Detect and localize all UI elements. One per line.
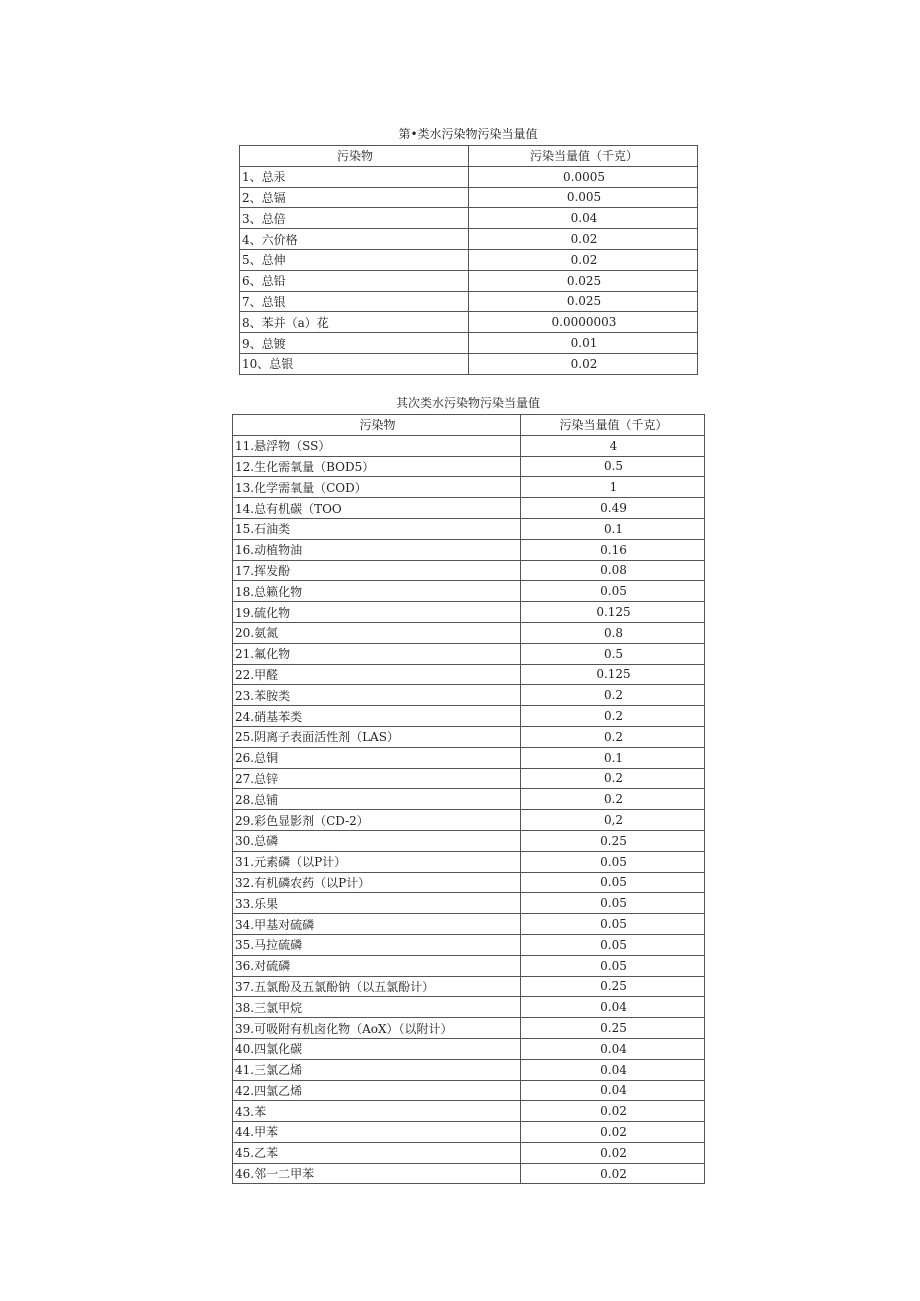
- pollutant-name-cell: 30.总磷: [233, 830, 521, 851]
- table-row: [233, 726, 705, 747]
- table-row: [233, 602, 705, 623]
- equivalent-value-cell: 0.16: [521, 539, 705, 560]
- table-row: [233, 435, 705, 456]
- pollutant-name-cell: 40.四氯化碳: [233, 1038, 521, 1059]
- pollutant-name-cell: 41.三氯乙烯: [233, 1059, 521, 1080]
- equivalent-value-cell: 0.25: [521, 830, 705, 851]
- equivalent-value-cell: 0.2: [521, 726, 705, 747]
- table-row: [233, 997, 705, 1018]
- equivalent-value-cell: 0.04: [521, 997, 705, 1018]
- equivalent-value-cell: 0.04: [521, 1059, 705, 1080]
- table-row: [240, 249, 698, 270]
- equivalent-value-cell: 0.5: [521, 643, 705, 664]
- table-header-row: [240, 146, 698, 167]
- equivalent-value-cell: 0.02: [521, 1101, 705, 1122]
- pollutant-name-cell: 36.对硫磷: [233, 955, 521, 976]
- table-row: [233, 872, 705, 893]
- equivalent-value-cell: 0.01: [469, 333, 698, 354]
- pollutant-name-cell: 9、总镀: [240, 333, 469, 354]
- pollutant-name-cell: 42.四氯乙烯: [233, 1080, 521, 1101]
- pollutant-name-cell: 17.挥发酚: [233, 560, 521, 581]
- equivalent-value-cell: 0.1: [521, 518, 705, 539]
- pollutant-name-cell: 6、总铅: [240, 270, 469, 291]
- table-row: [233, 498, 705, 519]
- pollutant-name-cell: 16.动植物油: [233, 539, 521, 560]
- pollutant-name-cell: 11.悬浮物（SS）: [233, 435, 521, 456]
- table-row: [233, 789, 705, 810]
- table-row: [240, 229, 698, 250]
- pollutant-name-cell: 44.甲苯: [233, 1122, 521, 1143]
- table-row: [233, 1038, 705, 1059]
- pollutant-name-cell: 4、六价格: [240, 229, 469, 250]
- table-row: [233, 518, 705, 539]
- pollutant-name-cell: 26.总铜: [233, 747, 521, 768]
- equivalent-value-cell: 1: [521, 477, 705, 498]
- equivalent-value-cell: 0.8: [521, 622, 705, 643]
- equivalent-value-cell: 0.5: [521, 456, 705, 477]
- pollutant-name-cell: 31.元素磷（以P计）: [233, 851, 521, 872]
- column-header-pollutant: 污染物: [233, 415, 521, 436]
- pollutant-name-cell: 5、总伸: [240, 249, 469, 270]
- equivalent-value-cell: 0.02: [521, 1142, 705, 1163]
- table-row: [233, 955, 705, 976]
- pollutant-name-cell: 43.苯: [233, 1101, 521, 1122]
- pollutant-name-cell: 46.邻一二甲苯: [233, 1163, 521, 1184]
- equivalent-value-cell: 0.005: [469, 187, 698, 208]
- pollutant-name-cell: 35.马拉硫磷: [233, 934, 521, 955]
- equivalent-value-cell: 0.02: [469, 249, 698, 270]
- table-row: [233, 1142, 705, 1163]
- equivalent-value-cell: 0.2: [521, 768, 705, 789]
- table-row: [240, 166, 698, 187]
- table-row: [233, 830, 705, 851]
- equivalent-value-cell: 0.0000003: [469, 312, 698, 333]
- table-row: [240, 312, 698, 333]
- equivalent-value-cell: 0.05: [521, 581, 705, 602]
- equivalent-value-cell: 0.04: [521, 1080, 705, 1101]
- equivalent-value-cell: 0.125: [521, 664, 705, 685]
- pollutant-name-cell: 10、总银: [240, 353, 469, 374]
- pollutant-name-cell: 28.总铺: [233, 789, 521, 810]
- table-row: [233, 706, 705, 727]
- pollutant-name-cell: 3、总倍: [240, 208, 469, 229]
- equivalent-value-cell: 0,2: [521, 810, 705, 831]
- pollutant-equivalent-table-class2: [232, 414, 705, 1184]
- table2-caption: 其次类水污染物污染当量值: [395, 396, 540, 410]
- table1-caption: 第•类水污染物污染当量值: [398, 127, 538, 141]
- column-header-pollutant: 污染物: [240, 146, 469, 167]
- pollutant-name-cell: 29.彩色显影剂（CD-2）: [233, 810, 521, 831]
- equivalent-value-cell: 0.2: [521, 789, 705, 810]
- pollutant-name-cell: 7、总银: [240, 291, 469, 312]
- table-row: [240, 208, 698, 229]
- pollutant-name-cell: 32.有机磷农药（以P计）: [233, 872, 521, 893]
- table-row: [233, 477, 705, 498]
- equivalent-value-cell: 0.05: [521, 955, 705, 976]
- table-row: [233, 976, 705, 997]
- table-row: [233, 581, 705, 602]
- equivalent-value-cell: 0.04: [469, 208, 698, 229]
- pollutant-name-cell: 2、总镉: [240, 187, 469, 208]
- equivalent-value-cell: 0.08: [521, 560, 705, 581]
- table-row: [233, 664, 705, 685]
- pollutant-name-cell: 37.五氯酚及五氯酚钠（以五氯酚计）: [233, 976, 521, 997]
- equivalent-value-cell: 0.49: [521, 498, 705, 519]
- table-row: [233, 685, 705, 706]
- equivalent-value-cell: 4: [521, 435, 705, 456]
- pollutant-name-cell: 22.甲醛: [233, 664, 521, 685]
- equivalent-value-cell: 0.02: [469, 353, 698, 374]
- pollutant-name-cell: 45.乙苯: [233, 1142, 521, 1163]
- equivalent-value-cell: 0.05: [521, 893, 705, 914]
- equivalent-value-cell: 0.125: [521, 602, 705, 623]
- pollutant-name-cell: 19.硫化物: [233, 602, 521, 623]
- pollutant-name-cell: 13.化学需氧量（COD）: [233, 477, 521, 498]
- pollutant-name-cell: 33.乐果: [233, 893, 521, 914]
- equivalent-value-cell: 0.25: [521, 976, 705, 997]
- table-row: [233, 1059, 705, 1080]
- pollutant-equivalent-table-class1: [239, 145, 698, 375]
- table-row: [233, 1122, 705, 1143]
- pollutant-name-cell: 18.总籁化物: [233, 581, 521, 602]
- pollutant-name-cell: 12.生化需氧量（BOD5）: [233, 456, 521, 477]
- table-row: [233, 851, 705, 872]
- table-row: [233, 768, 705, 789]
- table-row: [233, 747, 705, 768]
- equivalent-value-cell: 0.2: [521, 706, 705, 727]
- table-row: [233, 539, 705, 560]
- pollutant-name-cell: 23.苯胺类: [233, 685, 521, 706]
- table-row: [240, 270, 698, 291]
- equivalent-value-cell: 0.0005: [469, 166, 698, 187]
- table-row: [240, 291, 698, 312]
- equivalent-value-cell: 0.04: [521, 1038, 705, 1059]
- equivalent-value-cell: 0.02: [521, 1163, 705, 1184]
- column-header-equivalent-value: 污染当量值（千克）: [521, 415, 705, 436]
- equivalent-value-cell: 0.05: [521, 872, 705, 893]
- table2-body: [233, 435, 705, 1184]
- equivalent-value-cell: 0.025: [469, 270, 698, 291]
- equivalent-value-cell: 0.025: [469, 291, 698, 312]
- equivalent-value-cell: 0.05: [521, 851, 705, 872]
- equivalent-value-cell: 0.25: [521, 1018, 705, 1039]
- equivalent-value-cell: 0.2: [521, 685, 705, 706]
- equivalent-value-cell: 0.05: [521, 934, 705, 955]
- table-row: [233, 622, 705, 643]
- table-row: [233, 643, 705, 664]
- table-row: [233, 1018, 705, 1039]
- pollutant-name-cell: 38.三氯甲烷: [233, 997, 521, 1018]
- table-row: [240, 187, 698, 208]
- table-row: [233, 934, 705, 955]
- pollutant-name-cell: 14.总有机碳（TOO: [233, 498, 521, 519]
- table-row: [240, 353, 698, 374]
- table-row: [240, 333, 698, 354]
- pollutant-name-cell: 1、总汞: [240, 166, 469, 187]
- table-row: [233, 1080, 705, 1101]
- pollutant-name-cell: 20.氨氮: [233, 622, 521, 643]
- table-row: [233, 1163, 705, 1184]
- table1-body: [240, 166, 698, 374]
- pollutant-name-cell: 34.甲基对硫磷: [233, 914, 521, 935]
- table-row: [233, 893, 705, 914]
- pollutant-name-cell: 15.石油类: [233, 518, 521, 539]
- table-row: [233, 914, 705, 935]
- table-row: [233, 560, 705, 581]
- column-header-equivalent-value: 污染当量值（千克）: [469, 146, 698, 167]
- equivalent-value-cell: 0.05: [521, 914, 705, 935]
- pollutant-name-cell: 25.阴离子表面活性剂（LAS）: [233, 726, 521, 747]
- table-row: [233, 810, 705, 831]
- pollutant-name-cell: 24.硝基苯类: [233, 706, 521, 727]
- table-header-row: [233, 415, 705, 436]
- pollutant-name-cell: 27.总锌: [233, 768, 521, 789]
- pollutant-name-cell: 39.可吸附有机卤化物（AoX）（以附计）: [233, 1018, 521, 1039]
- equivalent-value-cell: 0.1: [521, 747, 705, 768]
- equivalent-value-cell: 0.02: [469, 229, 698, 250]
- equivalent-value-cell: 0.02: [521, 1122, 705, 1143]
- pollutant-name-cell: 21.氟化物: [233, 643, 521, 664]
- table-row: [233, 456, 705, 477]
- table-row: [233, 1101, 705, 1122]
- pollutant-name-cell: 8、苯并（a）花: [240, 312, 469, 333]
